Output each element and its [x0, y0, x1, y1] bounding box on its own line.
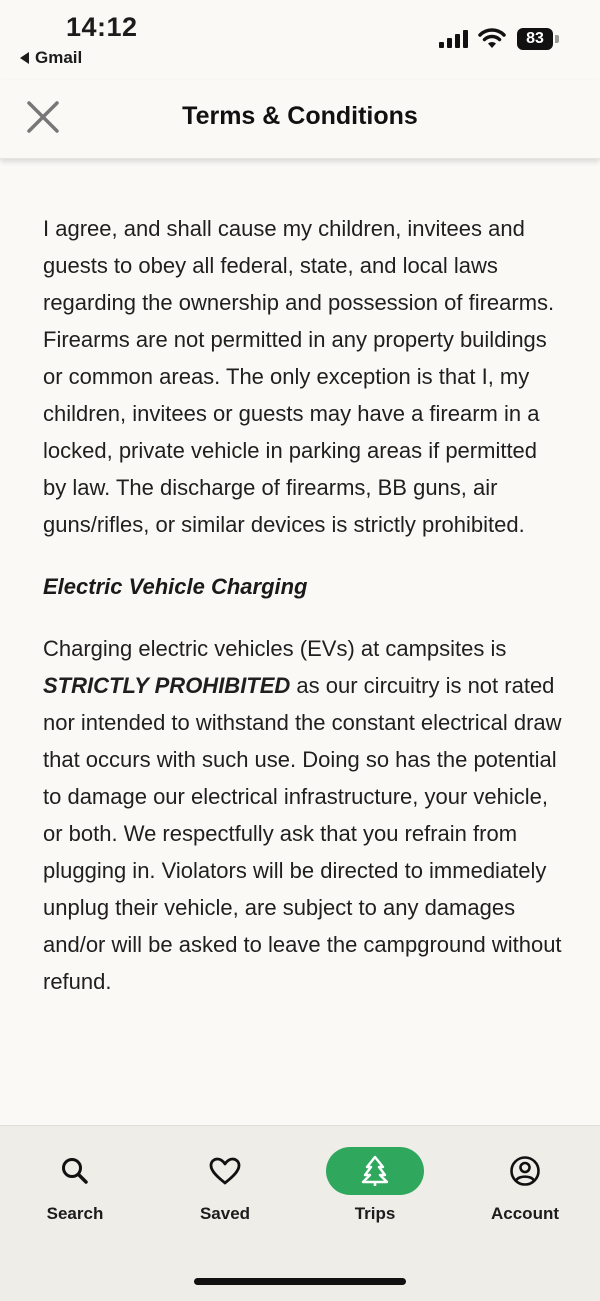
- back-triangle-icon: [20, 52, 29, 64]
- tree-icon: [360, 1155, 390, 1187]
- tab-account-label: Account: [491, 1204, 559, 1223]
- search-icon: [60, 1156, 90, 1186]
- tab-trips[interactable]: [310, 1146, 440, 1236]
- tab-saved-label: Saved: [199, 1204, 251, 1223]
- section-heading-ev-charging: Electric Vehicle Charging: [43, 574, 308, 599]
- nav-header: [0, 80, 600, 159]
- tab-account[interactable]: [460, 1146, 590, 1236]
- tab-search-label: Search: [46, 1204, 104, 1223]
- trips-active-pill: [326, 1147, 424, 1195]
- firearms-paragraph: I agree, and shall cause my children, invitees and guests to obey all federal, state, and local laws regarding the ownership and possession of firearms. Firearms are not permitted in any property buildings or common areas. The only exception is that I, my children, invitees or guests may have a firearm in a locked, private vehicle in parking areas if permitted by law. The discharge of firearms, BB guns, air guns/rifles, or similar devices is strictly prohibited.: [43, 216, 555, 537]
- back-app-label: Gmail: [35, 48, 83, 67]
- page-title: Terms & Conditions: [182, 102, 418, 130]
- tab-saved[interactable]: [160, 1146, 290, 1236]
- back-to-app-link[interactable]: [20, 48, 82, 68]
- account-icon: [509, 1155, 541, 1187]
- ev-paragraph-rest: as our circuitry is not rated nor intended to withstand the constant electrical draw that occurs with such use. Doing so has the potential to damage our electrical infrastructure, your vehicle, or both. We respectfully ask that you refrain from plugging in. Violators will be directed to immediately unplug their vehicle, are subject to any damages and/or will be asked to leave the campground without refund.: [43, 673, 562, 994]
- status-time: 14:12: [66, 12, 138, 42]
- bottom-tab-bar: [0, 1125, 600, 1301]
- heart-icon: [208, 1156, 242, 1186]
- ev-charging-paragraph: [43, 630, 563, 1000]
- battery-icon: [517, 28, 561, 50]
- terms-content: [43, 210, 563, 1000]
- cellular-signal-icon: [439, 30, 469, 48]
- tab-search[interactable]: [10, 1146, 140, 1236]
- battery-level: 83: [517, 28, 553, 50]
- status-bar: [0, 0, 600, 80]
- wifi-icon: [478, 26, 506, 50]
- home-indicator: [194, 1278, 406, 1285]
- ev-paragraph-intro: Charging electric vehicles (EVs) at campsites is: [43, 636, 507, 661]
- ev-prohibited-emphasis: STRICTLY PROHIBITED: [43, 673, 291, 698]
- tab-trips-label: Trips: [354, 1204, 396, 1223]
